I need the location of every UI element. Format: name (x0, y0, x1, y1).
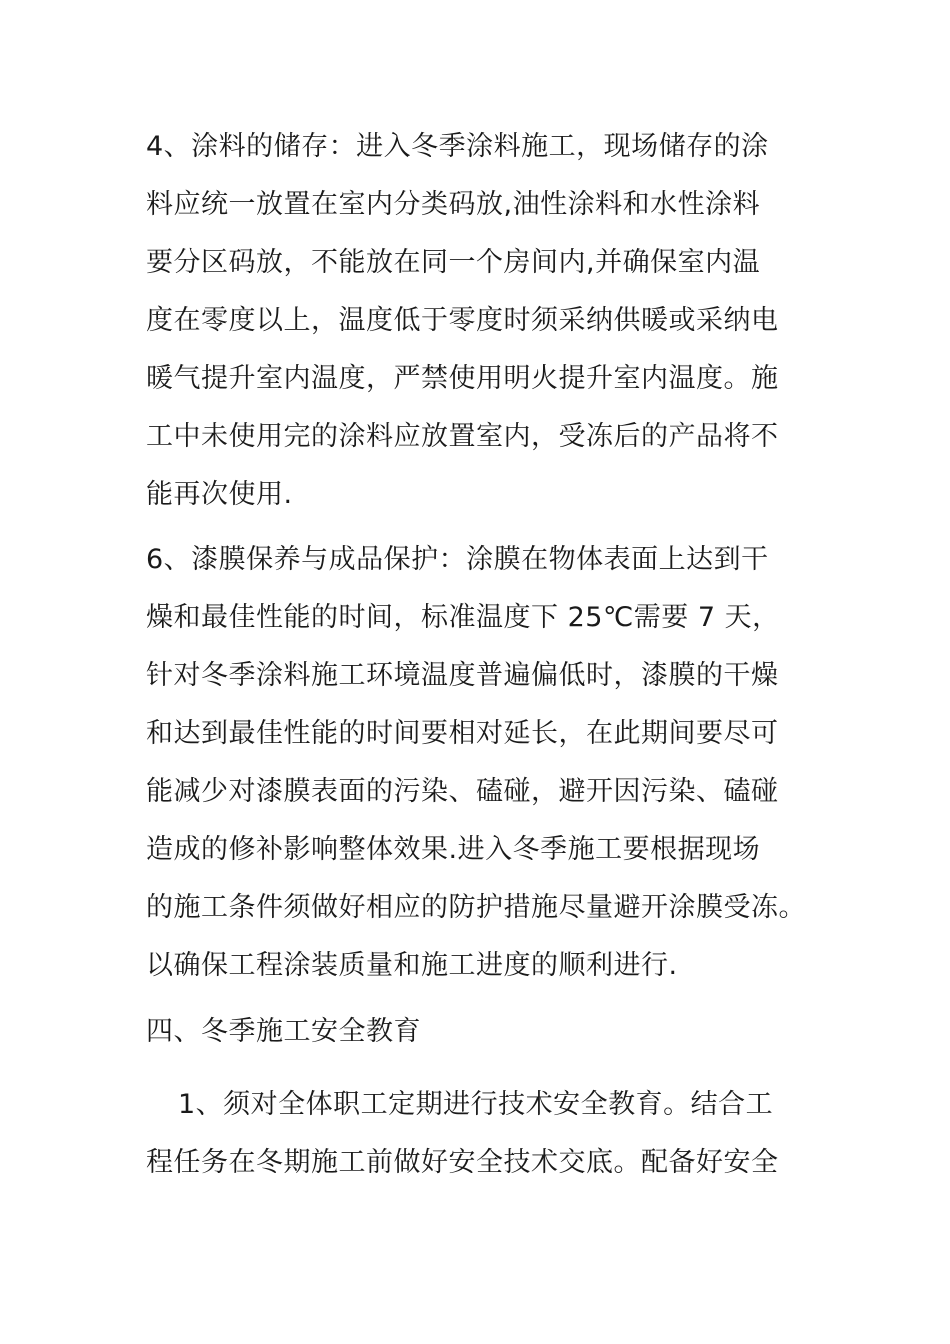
paragraph-6-line-1: 6、漆膜保养与成品保护：涂膜在物体表面上达到干 (146, 544, 769, 575)
paragraph-6-line-3: 针对冬季涂料施工环境温度普遍偏低时，漆膜的干燥 (146, 660, 779, 691)
paragraph-1-line-1: 1、须对全体职工定期进行技术安全教育。结合工 (178, 1089, 774, 1120)
paragraph-6-line-8: 以确保工程涂装质量和施工进度的顺利进行. (146, 950, 678, 981)
paragraph-4-line-7: 能再次使用. (146, 479, 293, 510)
paragraph-4-line-6: 工中未使用完的涂料应放置室内，受冻后的产品将不 (146, 421, 779, 452)
paragraph-4-line-5: 暖气提升室内温度，严禁使用明火提升室内温度。施 (146, 363, 779, 394)
paragraph-4-line-2: 料应统一放置在室内分类码放,油性涂料和水性涂料 (146, 189, 761, 220)
paragraph-6-line-6: 造成的修补影响整体效果.进入冬季施工要根据现场 (146, 834, 761, 865)
paragraph-4-line-1: 4、涂料的储存：进入冬季涂料施工，现场储存的涂 (146, 131, 769, 162)
paragraph-6-line-4: 和达到最佳性能的时间要相对延长，在此期间要尽可 (146, 718, 779, 749)
paragraph-6-line-2: 燥和最佳性能的时间，标准温度下 25℃需要 7 天， (146, 602, 780, 633)
paragraph-4-line-3: 要分区码放，不能放在同一个房间内,并确保室内温 (146, 247, 761, 278)
section-heading: 四、冬季施工安全教育 (146, 1016, 421, 1047)
paragraph-6-line-7: 的施工条件须做好相应的防护措施尽量避开涂膜受冻。 (146, 892, 806, 923)
paragraph-6-line-5: 能减少对漆膜表面的污染、磕碰，避开因污染、磕碰 (146, 776, 779, 807)
paragraph-1-line-2: 程任务在冬期施工前做好安全技术交底。配备好安全 (146, 1147, 779, 1178)
paragraph-4-line-4: 度在零度以上，温度低于零度时须采纳供暖或采纳电 (146, 305, 779, 336)
